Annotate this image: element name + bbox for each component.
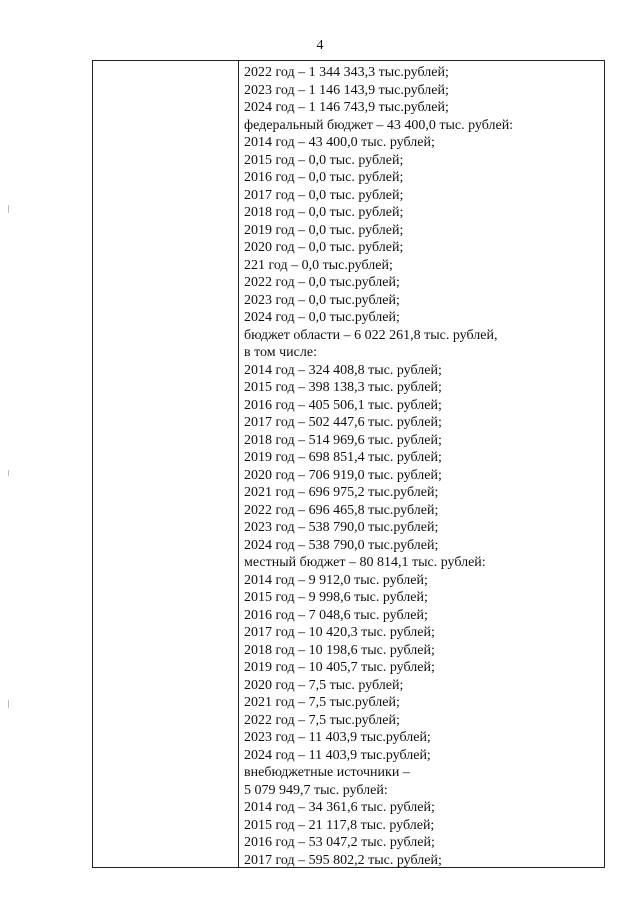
funding-line: 2014 год – 9 912,0 тыс. рублей; bbox=[244, 572, 428, 588]
funding-line: 2024 год – 538 790,0 тыс.рублей; bbox=[244, 537, 439, 553]
funding-line: 2022 год – 7,5 тыс.рублей; bbox=[244, 712, 400, 728]
funding-line: 5 079 949,7 тыс. рублей: bbox=[244, 782, 388, 798]
funding-line: федеральный бюджет – 43 400,0 тыс. рублей: bbox=[244, 117, 514, 133]
funding-line: 2015 год – 21 117,8 тыс. рублей; bbox=[244, 817, 435, 833]
funding-line: 2019 год – 0,0 тыс. рублей; bbox=[244, 222, 404, 238]
funding-line: 2018 год – 514 969,6 тыс. рублей; bbox=[244, 432, 442, 448]
funding-line: местный бюджет – 80 814,1 тыс. рублей: bbox=[244, 555, 486, 570]
funding-line: 2022 год – 1 344 343,3 тыс.рублей; bbox=[244, 65, 449, 80]
funding-line: 2014 год – 34 361,6 тыс. рублей; bbox=[244, 800, 435, 815]
funding-line: 2021 год – 696 975,2 тыс.рублей; bbox=[244, 485, 439, 500]
scan-margin-mark bbox=[8, 470, 9, 476]
funding-line: 2017 год – 10 420,3 тыс. рублей; bbox=[244, 625, 435, 640]
financing-table bbox=[92, 60, 605, 868]
funding-line: 2018 год – 0,0 тыс. рублей; bbox=[244, 205, 404, 220]
funding-line: 2015 год – 9 998,6 тыс. рублей; bbox=[244, 590, 428, 605]
funding-line: 2023 год – 0,0 тыс.рублей; bbox=[244, 292, 400, 308]
funding-line: внебюджетные источники – bbox=[244, 765, 410, 780]
funding-line: 2018 год – 10 198,6 тыс. рублей; bbox=[244, 642, 435, 658]
funding-line: 2016 год – 7 048,6 тыс. рублей; bbox=[244, 607, 428, 623]
funding-line: 2023 год – 11 403,9 тыс.рублей; bbox=[244, 730, 431, 745]
funding-line: 2015 год – 398 138,3 тыс. рублей; bbox=[244, 380, 442, 395]
funding-line: 2024 год – 1 146 743,9 тыс.рублей; bbox=[244, 100, 449, 115]
funding-line: 2022 год – 696 465,8 тыс.рублей; bbox=[244, 502, 439, 518]
funding-line: 2020 год – 706 919,0 тыс. рублей; bbox=[244, 467, 442, 483]
funding-line: 2017 год – 502 447,6 тыс. рублей; bbox=[244, 415, 442, 430]
funding-line: 221 год – 0,0 тыс.рублей; bbox=[244, 257, 393, 273]
funding-line: 2016 год – 405 506,1 тыс. рублей; bbox=[244, 397, 442, 413]
funding-line: 2014 год – 324 408,8 тыс. рублей; bbox=[244, 362, 442, 378]
scan-margin-mark bbox=[8, 205, 9, 213]
funding-line: 2022 год – 0,0 тыс.рублей; bbox=[244, 275, 400, 290]
table-left-cell bbox=[93, 61, 239, 867]
funding-line: 2016 год – 53 047,2 тыс. рублей; bbox=[244, 835, 435, 850]
funding-line: 2024 год – 0,0 тыс.рублей; bbox=[244, 310, 400, 325]
funding-line: 2014 год – 43 400,0 тыс. рублей; bbox=[244, 135, 435, 150]
funding-line: 2016 год – 0,0 тыс. рублей; bbox=[244, 170, 404, 185]
funding-line: 2023 год – 538 790,0 тыс.рублей; bbox=[244, 520, 439, 535]
funding-line: бюджет области – 6 022 261,8 тыс. рублей, bbox=[244, 327, 498, 343]
scan-margin-mark bbox=[8, 700, 9, 708]
funding-line: 2019 год – 698 851,4 тыс. рублей; bbox=[244, 450, 442, 465]
funding-line: 2017 год – 0,0 тыс. рублей; bbox=[244, 187, 404, 203]
funding-line: 2020 год – 0,0 тыс. рублей; bbox=[244, 240, 404, 255]
funding-line: 2024 год – 11 403,9 тыс.рублей; bbox=[244, 747, 431, 763]
funding-line: 2020 год – 7,5 тыс. рублей; bbox=[244, 677, 404, 693]
funding-line: 2021 год – 7,5 тыс.рублей; bbox=[244, 695, 400, 710]
funding-line: в том числе: bbox=[244, 345, 317, 360]
funding-line: 2023 год – 1 146 143,9 тыс.рублей; bbox=[244, 82, 449, 98]
funding-line: 2019 год – 10 405,7 тыс. рублей; bbox=[244, 660, 435, 675]
funding-line: 2017 год – 595 802,2 тыс. рублей; bbox=[244, 852, 442, 868]
table-right-cell bbox=[239, 61, 604, 867]
funding-line: 2015 год – 0,0 тыс. рублей; bbox=[244, 152, 404, 168]
page-number: 4 bbox=[316, 38, 324, 53]
